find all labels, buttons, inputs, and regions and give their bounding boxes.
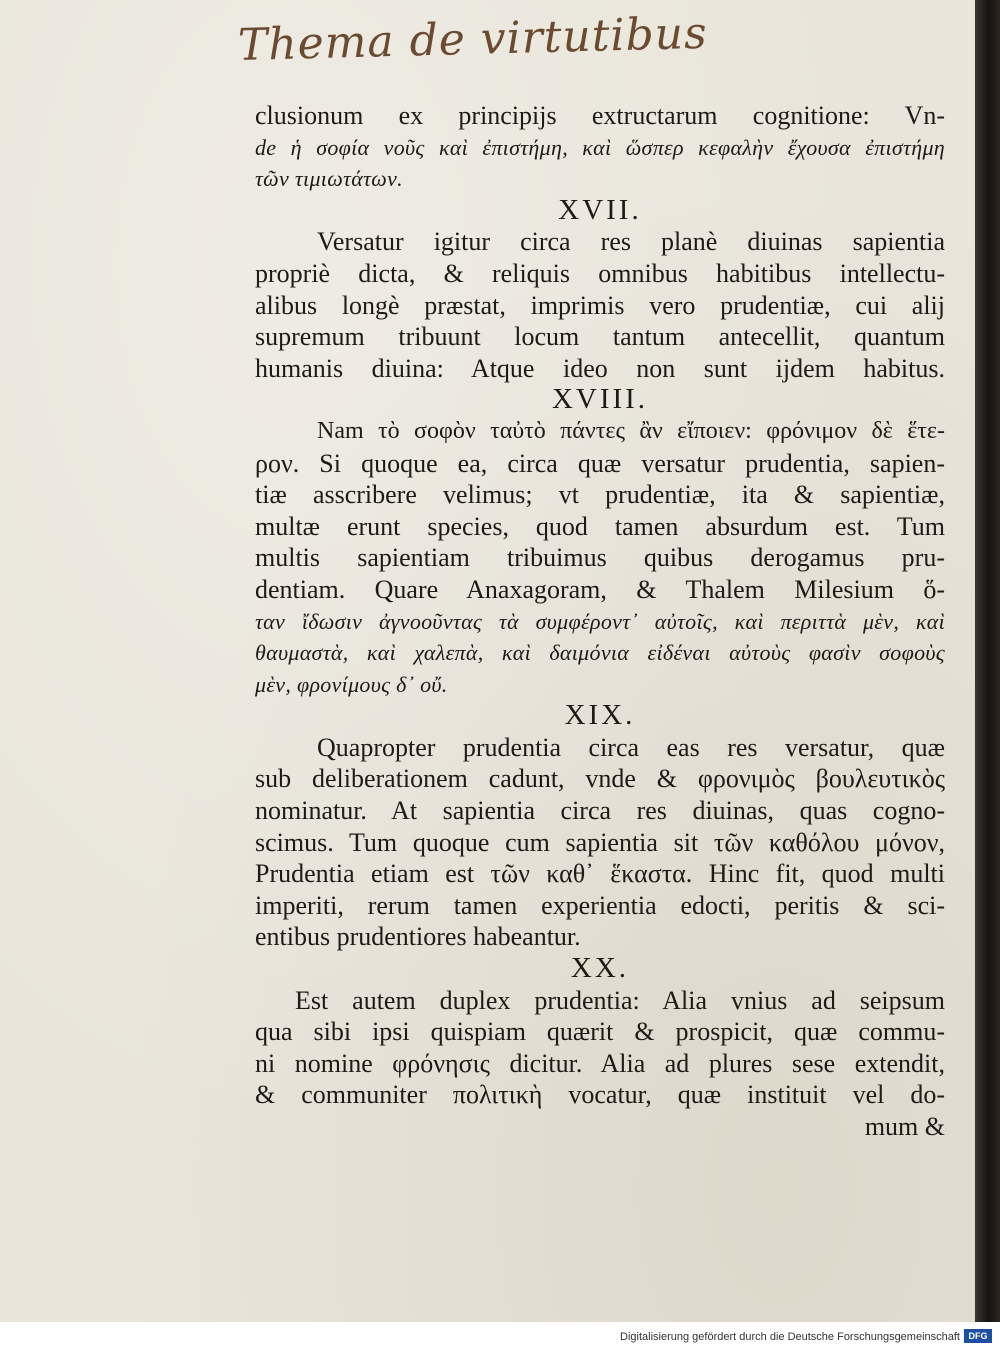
text-line: propriè dicta, & reliquis omnibus habitibus intellectu- [255,258,945,288]
text-line: μὲν, φρονίμους δ᾽ οὔ. [255,671,448,697]
text-line: qua sibi ipsi quispiam quærit & prospicit, quæ commu- [255,1017,945,1047]
text-line: θαυμαστὰ, καὶ χαλεπὰ, καὶ δαιμόνια εἰδέναι αὐτοὺς φασὶν σοφοὺς [255,640,945,666]
text-line: ni nomine φρόνησις dicitur. Alia ad plures sese extendit, [255,1048,945,1078]
section-heading: XVIII. [551,383,649,416]
catchword: mum & [864,1112,945,1141]
section-heading: XX. [570,952,630,985]
text-line: Quapropter prudentia circa eas res versatur, quæ [317,732,945,762]
page-text-block [255,100,945,1143]
section-heading: XVII. [558,193,642,226]
text-line: tiæ asscribere velimus; vt prudentiæ, ita & sapientiæ, [255,480,945,510]
text-line: Versatur igitur circa res planè diuinas sapientia [317,227,945,257]
book-spine-edge [975,0,1000,1322]
dfg-logo: DFG [964,1329,992,1343]
text-line: ρον. Si quoque ea, circa quæ versatur prudentia, sapien- [255,448,945,478]
handwritten-margin-note: Thema de virtutibus [237,7,709,71]
text-line: scimus. Tum quoque cum sapientia sit τῶν καθόλου μόνον, [255,827,945,857]
digitization-footer [0,1322,1000,1352]
section-heading: XIX. [564,699,636,732]
text-line: Nam τὸ σοφὸν ταὐτὸ πάντες ἂν εἴποιεν: φρόνιμον δὲ ἕτε- [317,417,945,444]
text-line: sub deliberationem cadunt, vnde & φρονιμὸς βουλευτικὸς [255,764,945,794]
text-line: supremum tribuunt locum tantum antecellit, quantum [255,322,945,352]
text-line: Prudentia etiam est τῶν καθ᾽ ἕκαστα. Hinc fit, quod multi [255,859,945,889]
text-line: & communiter πολιτικὴ vocatur, quæ instituit vel do- [255,1080,945,1110]
text-line: nominatur. At sapientia circa res diuinas, quas cogno- [255,796,945,826]
footer-credit: Digitalisierung gefördert durch die Deutsche Forschungsgemeinschaft [620,1331,960,1343]
text-line: clusionum ex principijs extructarum cognitione: Vn- [255,101,945,130]
text-line: τῶν τιμιωτάτων. [255,166,403,192]
text-line: multis sapientiam tribuimus quibus derogamus pru- [255,543,945,573]
text-line: de ἡ σοφία νοῦς καὶ ἐπιστήμη, καὶ ὥσπερ κεφαλὴν ἔχουσα ἐπιστήμη [255,134,945,160]
text-line: multæ erunt species, quod tamen absurdum est. Tum [255,511,945,541]
text-line: dentiam. Quare Anaxagoram, & Thalem Milesium ὅ- [255,574,945,604]
text-line: ταν ἴδωσιν ἀγνοοῦντας τὰ συμφέροντ᾽ αὐτοῖς, καὶ περιττὰ μὲν, καὶ [255,608,945,634]
text-line: entibus prudentiores habeantur. [255,922,581,952]
text-line: imperiti, rerum tamen experientia edocti, peritis & sci- [255,890,945,920]
text-line: humanis diuina: Atque ideo non sunt ijdem habitus. [255,353,945,383]
text-line: alibus longè præstat, imprimis vero prudentiæ, cui alij [255,290,945,320]
text-line: Est autem duplex prudentia: Alia vnius ad seipsum [295,985,945,1015]
